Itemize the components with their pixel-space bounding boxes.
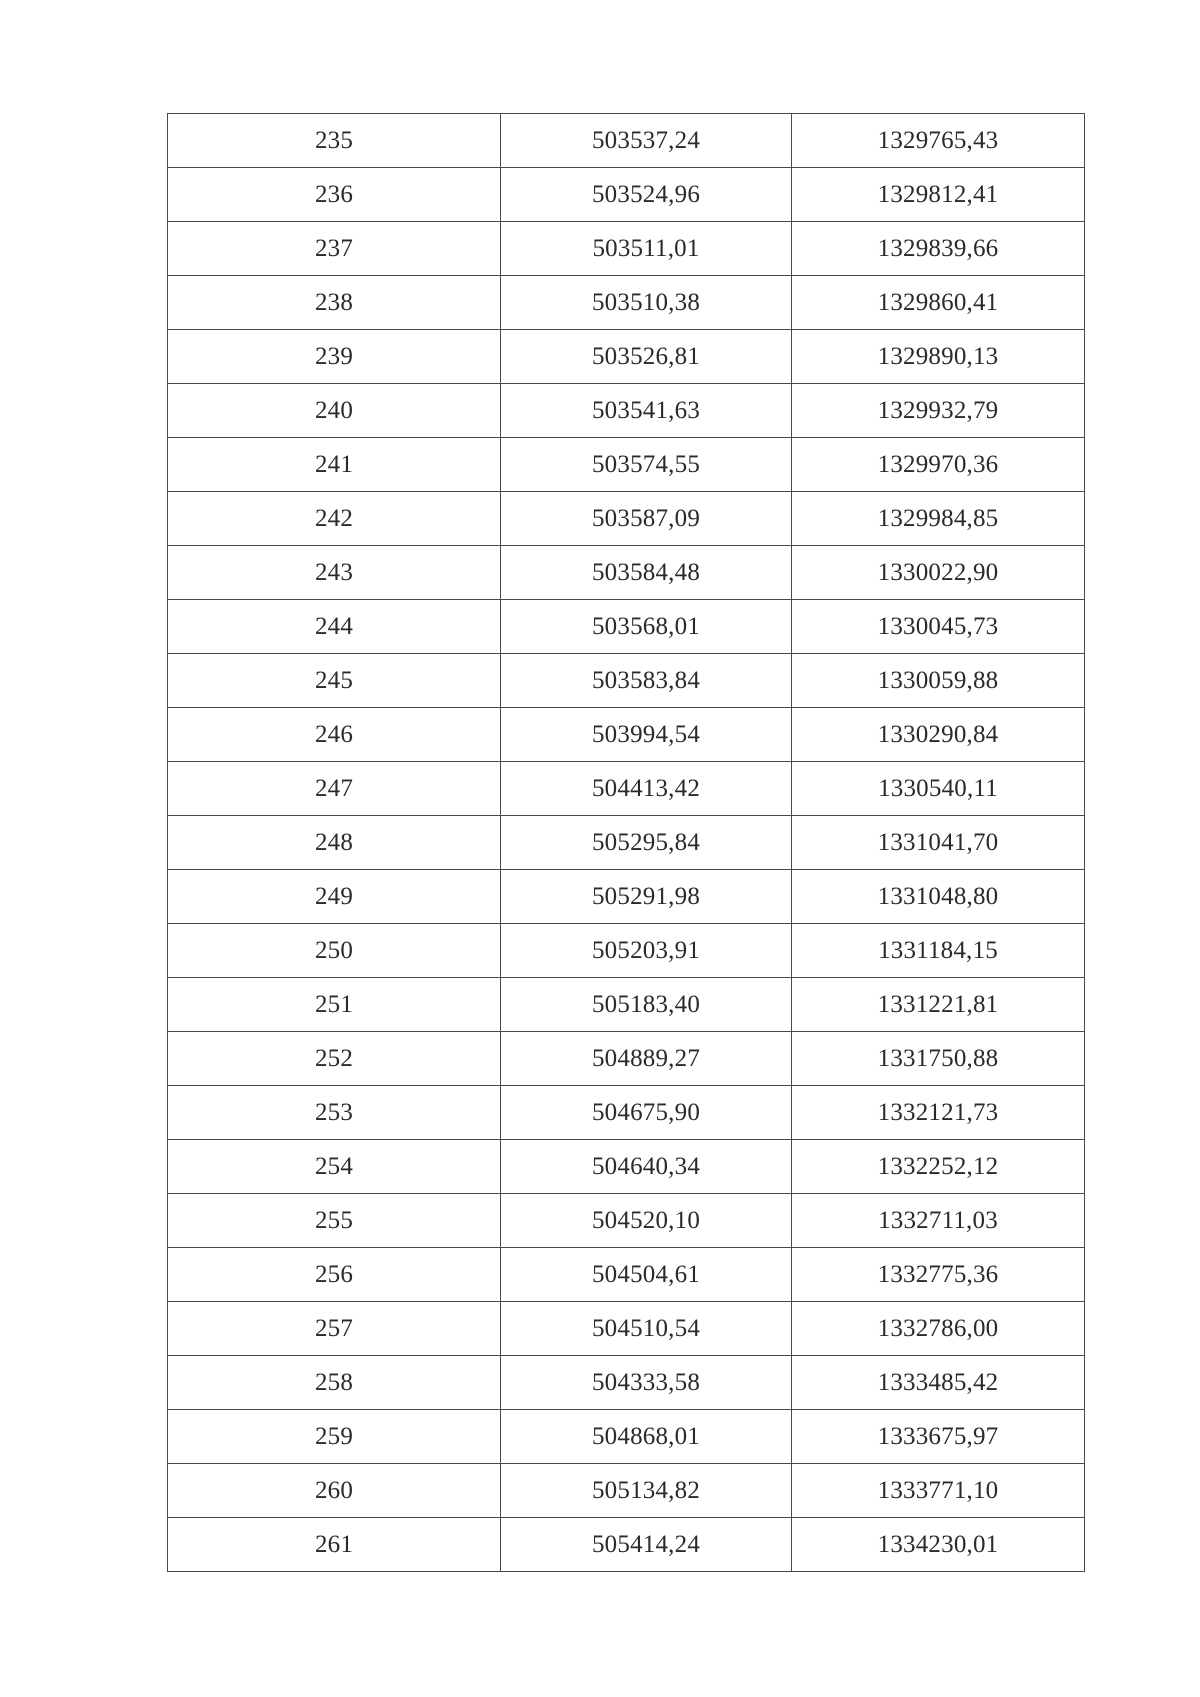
point-number-cell: 240 — [168, 384, 501, 438]
x-coordinate-cell: 503994,54 — [501, 708, 792, 762]
point-number-cell: 243 — [168, 546, 501, 600]
x-coordinate-cell: 505291,98 — [501, 870, 792, 924]
x-coordinate-cell: 504889,27 — [501, 1032, 792, 1086]
x-coordinate-cell: 504640,34 — [501, 1140, 792, 1194]
table-row — [168, 654, 1085, 708]
coordinates-table — [167, 113, 1085, 1572]
x-coordinate-cell: 505134,82 — [501, 1464, 792, 1518]
y-coordinate-cell: 1333771,10 — [792, 1464, 1085, 1518]
point-number-cell: 247 — [168, 762, 501, 816]
x-coordinate-cell: 505295,84 — [501, 816, 792, 870]
table-row — [168, 708, 1085, 762]
y-coordinate-cell: 1332775,36 — [792, 1248, 1085, 1302]
point-number-cell: 257 — [168, 1302, 501, 1356]
point-number-cell: 244 — [168, 600, 501, 654]
point-number-cell: 236 — [168, 168, 501, 222]
y-coordinate-cell: 1330290,84 — [792, 708, 1085, 762]
point-number-cell: 251 — [168, 978, 501, 1032]
point-number-cell: 260 — [168, 1464, 501, 1518]
x-coordinate-cell: 503583,84 — [501, 654, 792, 708]
y-coordinate-cell: 1329932,79 — [792, 384, 1085, 438]
x-coordinate-cell: 503568,01 — [501, 600, 792, 654]
y-coordinate-cell: 1332786,00 — [792, 1302, 1085, 1356]
y-coordinate-cell: 1329890,13 — [792, 330, 1085, 384]
table-row — [168, 600, 1085, 654]
table-row — [168, 1140, 1085, 1194]
point-number-cell: 246 — [168, 708, 501, 762]
table-row — [168, 330, 1085, 384]
y-coordinate-cell: 1330059,88 — [792, 654, 1085, 708]
x-coordinate-cell: 505414,24 — [501, 1518, 792, 1572]
table-row — [168, 978, 1085, 1032]
point-number-cell: 254 — [168, 1140, 501, 1194]
x-coordinate-cell: 504510,54 — [501, 1302, 792, 1356]
table-row — [168, 114, 1085, 168]
point-number-cell: 249 — [168, 870, 501, 924]
table-row — [168, 1302, 1085, 1356]
x-coordinate-cell: 503511,01 — [501, 222, 792, 276]
point-number-cell: 248 — [168, 816, 501, 870]
table-row — [168, 1194, 1085, 1248]
point-number-cell: 237 — [168, 222, 501, 276]
x-coordinate-cell: 504868,01 — [501, 1410, 792, 1464]
table-row — [168, 816, 1085, 870]
point-number-cell: 252 — [168, 1032, 501, 1086]
y-coordinate-cell: 1331221,81 — [792, 978, 1085, 1032]
x-coordinate-cell: 504413,42 — [501, 762, 792, 816]
x-coordinate-cell: 503537,24 — [501, 114, 792, 168]
y-coordinate-cell: 1329839,66 — [792, 222, 1085, 276]
table-row — [168, 1248, 1085, 1302]
x-coordinate-cell: 504520,10 — [501, 1194, 792, 1248]
table-row — [168, 762, 1085, 816]
x-coordinate-cell: 503541,63 — [501, 384, 792, 438]
table-row — [168, 546, 1085, 600]
table-row — [168, 168, 1085, 222]
y-coordinate-cell: 1331041,70 — [792, 816, 1085, 870]
point-number-cell: 242 — [168, 492, 501, 546]
x-coordinate-cell: 503524,96 — [501, 168, 792, 222]
x-coordinate-cell: 504504,61 — [501, 1248, 792, 1302]
table-row — [168, 438, 1085, 492]
table-row — [168, 924, 1085, 978]
y-coordinate-cell: 1332711,03 — [792, 1194, 1085, 1248]
x-coordinate-cell: 505203,91 — [501, 924, 792, 978]
table-row — [168, 384, 1085, 438]
point-number-cell: 238 — [168, 276, 501, 330]
y-coordinate-cell: 1329765,43 — [792, 114, 1085, 168]
point-number-cell: 239 — [168, 330, 501, 384]
y-coordinate-cell: 1331048,80 — [792, 870, 1085, 924]
x-coordinate-cell: 503587,09 — [501, 492, 792, 546]
y-coordinate-cell: 1332252,12 — [792, 1140, 1085, 1194]
point-number-cell: 255 — [168, 1194, 501, 1248]
x-coordinate-cell: 503584,48 — [501, 546, 792, 600]
point-number-cell: 253 — [168, 1086, 501, 1140]
table-row — [168, 1410, 1085, 1464]
table-row — [168, 1032, 1085, 1086]
x-coordinate-cell: 504675,90 — [501, 1086, 792, 1140]
x-coordinate-cell: 504333,58 — [501, 1356, 792, 1410]
x-coordinate-cell: 503526,81 — [501, 330, 792, 384]
point-number-cell: 235 — [168, 114, 501, 168]
x-coordinate-cell: 505183,40 — [501, 978, 792, 1032]
y-coordinate-cell: 1332121,73 — [792, 1086, 1085, 1140]
point-number-cell: 258 — [168, 1356, 501, 1410]
table-row — [168, 1518, 1085, 1572]
x-coordinate-cell: 503574,55 — [501, 438, 792, 492]
point-number-cell: 256 — [168, 1248, 501, 1302]
y-coordinate-cell: 1330022,90 — [792, 546, 1085, 600]
table-row — [168, 222, 1085, 276]
y-coordinate-cell: 1334230,01 — [792, 1518, 1085, 1572]
coordinates-table-body — [168, 114, 1085, 1572]
y-coordinate-cell: 1333485,42 — [792, 1356, 1085, 1410]
y-coordinate-cell: 1329812,41 — [792, 168, 1085, 222]
y-coordinate-cell: 1329860,41 — [792, 276, 1085, 330]
y-coordinate-cell: 1329984,85 — [792, 492, 1085, 546]
table-row — [168, 1356, 1085, 1410]
point-number-cell: 259 — [168, 1410, 501, 1464]
x-coordinate-cell: 503510,38 — [501, 276, 792, 330]
y-coordinate-cell: 1331184,15 — [792, 924, 1085, 978]
y-coordinate-cell: 1330540,11 — [792, 762, 1085, 816]
table-row — [168, 1086, 1085, 1140]
y-coordinate-cell: 1333675,97 — [792, 1410, 1085, 1464]
point-number-cell: 241 — [168, 438, 501, 492]
table-row — [168, 492, 1085, 546]
point-number-cell: 245 — [168, 654, 501, 708]
point-number-cell: 261 — [168, 1518, 501, 1572]
y-coordinate-cell: 1329970,36 — [792, 438, 1085, 492]
y-coordinate-cell: 1331750,88 — [792, 1032, 1085, 1086]
table-row — [168, 870, 1085, 924]
point-number-cell: 250 — [168, 924, 501, 978]
table-row — [168, 1464, 1085, 1518]
table-row — [168, 276, 1085, 330]
y-coordinate-cell: 1330045,73 — [792, 600, 1085, 654]
